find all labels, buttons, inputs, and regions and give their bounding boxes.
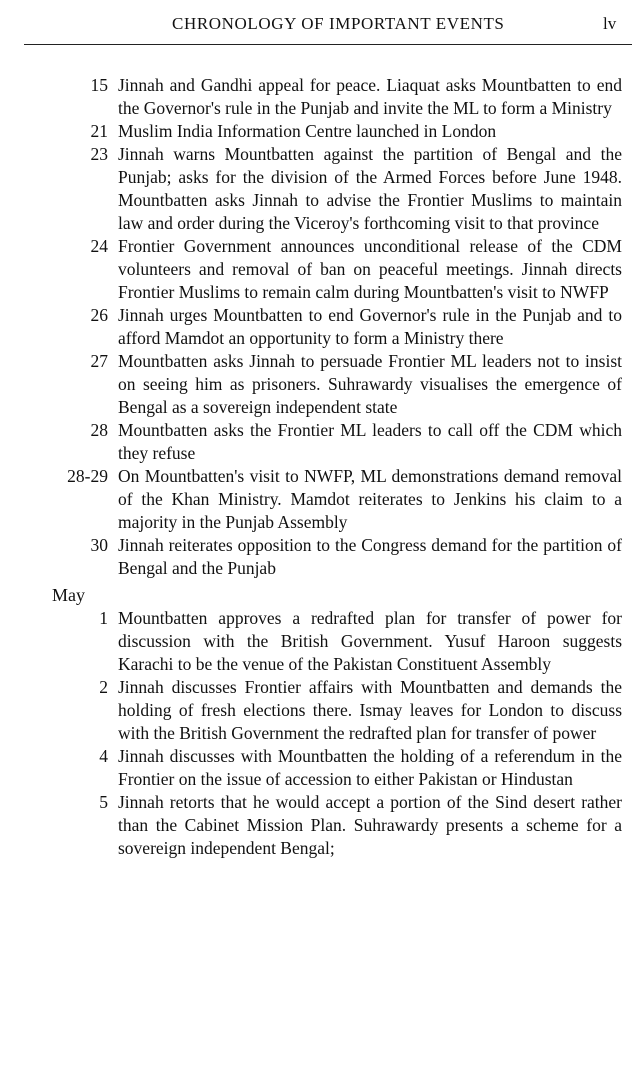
entry-date: 26 xyxy=(90,305,108,325)
chronology-entry xyxy=(0,304,644,350)
entry-date: 21 xyxy=(90,121,108,141)
chronology-entry xyxy=(0,235,644,304)
entry-date: 28-29 xyxy=(67,466,108,486)
entry-date: 1 xyxy=(99,608,108,628)
entry-text: Jinnah and Gandhi appeal for peace. Liaquat asks Mountbatten to end the Governor's rule in the Punjab and invite the ML to form a Ministry xyxy=(118,75,622,118)
chronology-entry xyxy=(0,676,644,745)
entry-text: On Mountbatten's visit to NWFP, ML demonstrations demand removal of the Khan Ministry. Mamdot reiterates to Jenkins his claim to a majority in the Punjab Assembly xyxy=(118,466,622,532)
chronology-entry xyxy=(0,74,644,120)
month-heading: May xyxy=(52,585,85,605)
running-head xyxy=(0,12,644,36)
chronology-entry xyxy=(0,791,644,860)
entry-text: Mountbatten asks the Frontier ML leaders to call off the CDM which they refuse xyxy=(118,420,622,463)
chronology-entry xyxy=(0,465,644,534)
chronology-entry xyxy=(0,745,644,791)
header-rule xyxy=(24,44,632,45)
entry-text: Jinnah discusses with Mountbatten the holding of a referendum in the Frontier on the issue of accession to either Pakistan or Hindustan xyxy=(118,746,622,789)
entry-date: 24 xyxy=(90,236,108,256)
entry-text: Jinnah retorts that he would accept a portion of the Sind desert rather than the Cabinet Mission Plan. Suhrawardy presents a scheme for a sovereign independent Bengal; xyxy=(118,792,622,858)
entry-text: Mountbatten approves a redrafted plan for transfer of power for discussion with the British Government. Yusuf Haroon suggests Karachi to be the venue of the Pakistan Constituent Assembly xyxy=(118,608,622,674)
entry-text: Jinnah reiterates opposition to the Congress demand for the partition of Bengal and the Punjab xyxy=(118,535,622,578)
entry-date: 4 xyxy=(99,746,108,766)
entry-text: Mountbatten asks Jinnah to persuade Frontier ML leaders not to insist on seeing him as prisoners. Suhrawardy visualises the emergence of Bengal as a sovereign independent state xyxy=(118,351,622,417)
chronology-entry xyxy=(0,120,644,143)
entry-date: 2 xyxy=(99,677,108,697)
page-number: lv xyxy=(603,14,617,33)
running-title: CHRONOLOGY OF IMPORTANT EVENTS xyxy=(172,14,505,33)
chronology-entry xyxy=(0,607,644,676)
entry-date: 28 xyxy=(90,420,108,440)
entry-date: 15 xyxy=(90,75,108,95)
chronology-entry xyxy=(0,419,644,465)
entry-text: Jinnah urges Mountbatten to end Governor's rule in the Punjab and to afford Mamdot an opportunity to form a Ministry there xyxy=(118,305,622,348)
chronology-entry xyxy=(0,350,644,419)
entry-date: 5 xyxy=(99,792,108,812)
entry-date: 23 xyxy=(90,144,108,164)
chronology-entry xyxy=(0,534,644,580)
chronology-entry xyxy=(0,143,644,235)
chronology-list xyxy=(0,74,644,860)
entry-text: Jinnah discusses Frontier affairs with Mountbatten and demands the holding of fresh elections there. Ismay leaves for London to discuss with the British Government the redrafted plan for transfer of power xyxy=(118,677,622,743)
entry-date: 27 xyxy=(90,351,108,371)
entry-text: Frontier Government announces unconditional release of the CDM volunteers and removal of ban on peaceful meetings. Jinnah directs Frontier Muslims to remain calm during Mountbatten's visit to NWFP xyxy=(118,236,622,302)
entry-date: 30 xyxy=(90,535,108,555)
entry-text: Jinnah warns Mountbatten against the partition of Bengal and the Punjab; asks for the division of the Armed Forces before June 1948. Mountbatten asks Jinnah to advise the Frontier Muslims to maintain law and order during the Viceroy's forthcoming visit to that province xyxy=(118,144,622,233)
entry-text: Muslim India Information Centre launched in London xyxy=(118,121,497,141)
